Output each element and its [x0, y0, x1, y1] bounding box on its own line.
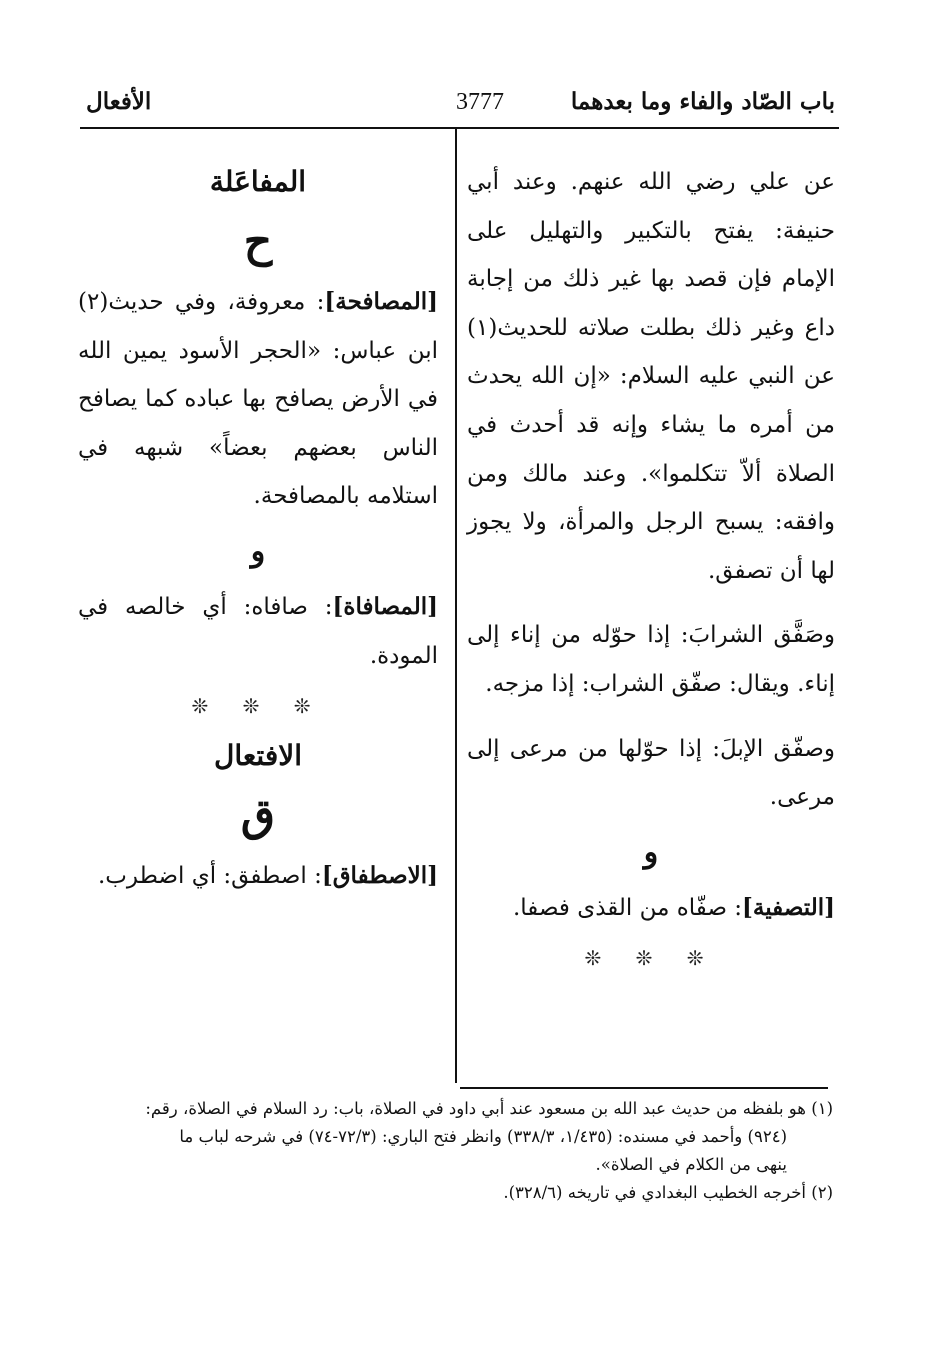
column-divider	[455, 129, 457, 1083]
left-column	[78, 158, 438, 901]
entry-musafat	[78, 583, 438, 680]
section-title-iftial: الافتعال	[214, 739, 302, 773]
entry-tasfiya	[467, 884, 835, 933]
footnote-1-line-1: (١) هو بلفظه من حديث عبد الله بن مسعود عند أبي داود في الصلاة، باب: رد السلام في الصلاة، رقم:	[145, 1099, 833, 1118]
right-column	[467, 158, 835, 984]
running-header-chapter: باب الصّاد والفاء وما بعدهما	[570, 88, 835, 115]
section-title-mufaala: المفاعَلة	[209, 165, 307, 198]
footnote-1-line-3: ينهى من الكلام في الصلاة».	[595, 1155, 787, 1174]
entry-label: [المصافحة]	[324, 288, 438, 315]
entry-label: [المصافاة]	[332, 592, 438, 620]
paragraph-prayer-ruling: عن علي رضي الله عنهم. وعند أبي حنيفة: يفتح بالتكبير والتهليل على الإمام فإن قصد بها غير ذلك من إجابة داع وغير ذلك بطلت صلاته للحديث(١) عن النبي عليه السلام: «إن الله يحدث من أمره ما يشاء وإنه قد أحدث في الصلاة ألاّ تتكلموا». وعند مالك ومن وافقه: يسبح الرجل والمرأة، ولا يجوز لها أن تصفق.	[467, 169, 835, 584]
paragraph-saffaqa-camels: وصفّق الإبلَ: إذا حوّلها من مرعى إلى مرعى.	[467, 735, 835, 811]
section-separator-stars: ❊ ❊ ❊	[584, 946, 718, 971]
section-letter-waw: و	[643, 834, 659, 870]
footnote-2: (٢) أخرجه الخطيب البغدادي في تاريخه (٣٢٨/٦).	[503, 1183, 833, 1202]
entry-istifaq	[78, 852, 438, 901]
entry-text: : صفّاه من القذى فصفا.	[512, 894, 743, 921]
section-letter-ha: ح	[243, 216, 273, 267]
header-rule	[80, 127, 839, 129]
entry-text: : صافاه: أي خالصه في المودة.	[78, 593, 438, 669]
entry-label: [الاصطفاق]	[321, 862, 438, 890]
section-letter-qaf: ق	[240, 790, 276, 842]
footnote-rule	[460, 1087, 828, 1089]
footnote-1-line-2: (٩٢٤) وأحمد في مسنده: (١/٤٣٥، ٣٣٨/٣) وانظر فتح الباري: (٧٢/٣-٧٤) في شرحه لباب ما	[179, 1127, 787, 1146]
running-header-section: الأفعال	[86, 88, 152, 115]
entry-text: : معروفة، وفي حديث(٢) ابن عباس: «الحجر الأسود يمين الله في الأرض يصافح بها عباده كما يصافح الناس بعضهم بعضاً» شبهه في استلامه بالمصافحة.	[78, 289, 438, 510]
footnotes	[85, 1095, 833, 1207]
entry-text: : اصطفق: أي اضطرب.	[97, 863, 322, 890]
entry-musafaha	[78, 278, 438, 521]
section-letter-waw: و	[250, 533, 266, 569]
page-number: 3777	[456, 89, 504, 115]
paragraph-saffaqa-drink: وصَفَّق الشرابَ: إذا حوّله من إناء إلى إناء. ويقال: صفّق الشراب: إذا مزجه.	[467, 622, 835, 697]
entry-label: [التصفية]	[742, 893, 835, 921]
section-separator-stars: ❊ ❊ ❊	[191, 694, 325, 719]
